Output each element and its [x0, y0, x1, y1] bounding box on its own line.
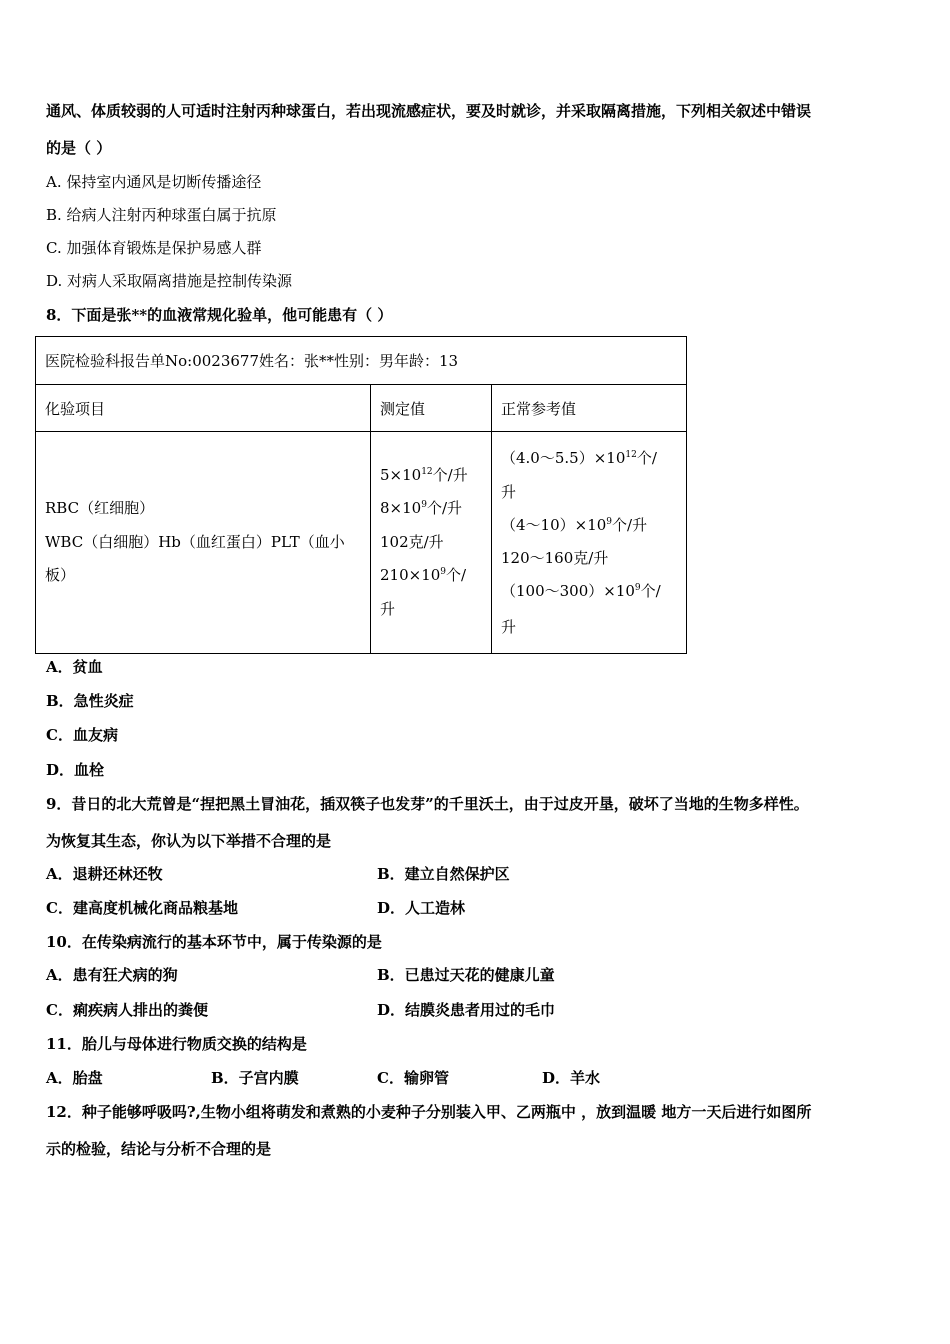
- q9-option-d: D．人工造林: [377, 899, 466, 917]
- q9-stem-line1: 9．昔日的北大荒曾是“捏把黑土冒油花，插双筷子也发芽”的千里沃土，由于过皮开垦，破坏了当地的生物多样性。: [46, 795, 809, 813]
- col-header-value: 测定值: [371, 385, 492, 432]
- q11-option-b: B．子宫内膜: [211, 1069, 299, 1087]
- col-header-item: 化验项目: [36, 385, 371, 432]
- report-values-cell: [371, 432, 492, 654]
- ref-hb: 120～160克/升: [501, 548, 609, 567]
- q8-option-c: C．血友病: [46, 726, 118, 744]
- q8-option-d: D．血栓: [46, 761, 105, 779]
- item-rbc: RBC（红细胞）: [45, 499, 155, 518]
- value-rbc: $5\times 10^{12}$个/升: [380, 465, 468, 484]
- q8-stem: 8．下面是张**的血液常规化验单，他可能患有（ ）: [46, 306, 393, 324]
- q7-stem-line2: 的是（ ）: [46, 139, 112, 157]
- col-header-ref: 正常参考值: [492, 385, 687, 432]
- value-plt-tail: 升: [380, 599, 396, 618]
- q9-option-c: C．建高度机械化商品粮基地: [46, 899, 238, 917]
- ref-rbc: $(4.0\sim 5.5)\times 10^{12}$个/: [501, 448, 657, 467]
- q11-stem: 11．胎儿与母体进行物质交换的结构是: [46, 1035, 307, 1053]
- blood-report-table: [35, 336, 687, 654]
- q7-option-d: D. 对病人采取隔离措施是控制传染源: [46, 272, 293, 290]
- report-refs-cell: [492, 432, 687, 654]
- q10-option-d: D．结膜炎患者用过的毛巾: [377, 1001, 556, 1019]
- ref-plt: $(100\sim 300)\times 10^9$个/: [501, 581, 661, 600]
- q11-option-d: D．羊水: [542, 1069, 601, 1087]
- value-hb: 102克/升: [380, 532, 444, 551]
- report-items-cell: [36, 432, 371, 654]
- q7-stem-line1: 通风、体质较弱的人可适时注射丙种球蛋白，若出现流感症状，要及时就诊，并采取隔离措施，下列相关叙述中错误: [46, 102, 812, 120]
- report-header: 医院检验科报告单No:0023677姓名：张**性别：男年龄：13: [36, 337, 687, 385]
- item-plt-tail: 板）: [45, 566, 76, 585]
- q10-option-a: A．患有狂犬病的狗: [46, 966, 178, 984]
- ref-wbc: $(4\sim 10)\times 10^9$个/升: [501, 515, 648, 534]
- q8-option-a: A．贫血: [46, 658, 103, 676]
- value-plt: $210\times 10^9$个/: [380, 566, 467, 585]
- q9-option-a: A．退耕还林还牧: [46, 865, 163, 883]
- q8-option-b: B．急性炎症: [46, 692, 134, 710]
- q7-option-c: C. 加强体育锻炼是保护易感人群: [46, 239, 262, 257]
- q10-option-b: B．已患过天花的健康儿童: [377, 966, 555, 984]
- q9-option-b: B．建立自然保护区: [377, 865, 510, 883]
- ref-plt-tail: 升: [501, 617, 517, 636]
- q11-option-c: C．输卵管: [377, 1069, 449, 1087]
- ref-rbc-tail: 升: [501, 482, 517, 501]
- q10-option-c: C．痢疾病人排出的粪便: [46, 1001, 208, 1019]
- value-wbc: $8\times 10^9$个/升: [380, 499, 462, 518]
- q9-stem-line2: 为恢复其生态，你认为以下举措不合理的是: [46, 832, 332, 850]
- q7-option-b: B. 给病人注射丙种球蛋白属于抗原: [46, 206, 277, 224]
- item-wbc-hb-plt: WBC（白细胞）Hb（血红蛋白）PLT（血小: [45, 532, 345, 551]
- q11-option-a: A．胎盘: [46, 1069, 103, 1087]
- q12-stem-line1: 12．种子能够呼吸吗?,生物小组将萌发和煮熟的小麦种子分别装入甲、乙两瓶中 ，放到温暖 地方一天后进行如图所: [46, 1103, 812, 1121]
- q10-stem: 10．在传染病流行的基本环节中，属于传染源的是: [46, 933, 382, 951]
- q7-option-a: A. 保持室内通风是切断传播途径: [46, 173, 262, 191]
- q12-stem-line2: 示的检验，结论与分析不合理的是: [46, 1140, 272, 1158]
